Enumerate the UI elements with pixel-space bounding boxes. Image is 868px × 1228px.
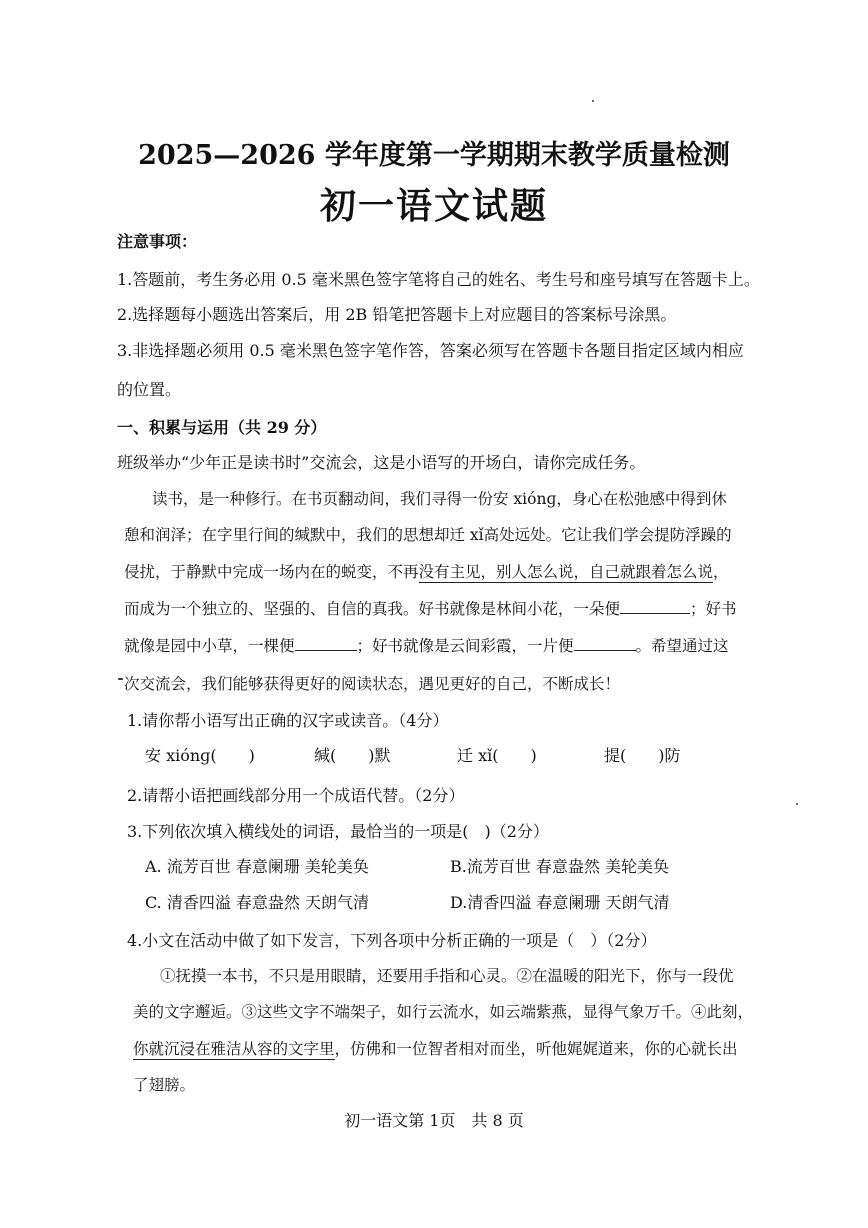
passage-line-5-text-b: ；好书就像是云间彩霞，一片便 xyxy=(356,637,574,655)
scan-speck xyxy=(592,100,594,102)
passage-line-3-text: 侵扰，于静默中完成一场内在的蜕变，不再 xyxy=(124,563,419,581)
question-2: 2.请帮小语把画线部分用一个成语代替。（2分） xyxy=(127,786,465,805)
question-4: 4.小文在活动中做了如下发言，下列各项中分析正确的一项是（ ）（2分） xyxy=(127,931,657,950)
q4-passage-line-3 xyxy=(133,1037,738,1061)
passage-line-4 xyxy=(124,597,737,621)
q4-passage-line-4: 了翅膀。 xyxy=(133,1076,196,1094)
section1-heading: 一、积累与运用（共 29 分） xyxy=(117,418,327,437)
scan-speck xyxy=(796,803,798,805)
passage-line-5-text-a: 就像是园中小草，一棵便 xyxy=(124,637,295,655)
fill-blank-1[interactable] xyxy=(620,597,690,614)
section1-intro: 班级举办“少年正是读书时”交流会，这是小语写的开场白，请你完成任务。 xyxy=(117,453,646,472)
passage-line-1: 读书，是一种修行。在书页翻动间，我们寻得一份安 xiónɡ，身心在松弛感中得到休 xyxy=(152,490,727,508)
passage-line-3 xyxy=(124,560,729,584)
underlined-phrase: 没有主见，别人怎么说，自己就跟着怎么说 xyxy=(418,563,714,581)
notice-item-1: 1.答题前，考生务必用 0.5 毫米黑色签字笔将自己的姓名、考生号和座号填写在答题卡上。 xyxy=(117,270,760,289)
q4-passage-line-2: 美的文字邂逅。③这些文字不端架子，如行云流水，如云端紫燕，显得气象万千。④此刻， xyxy=(133,1003,754,1021)
exam-title: 2025—2026 学年度第一学期期末教学质量检测 xyxy=(138,140,730,171)
q4-passage-line-3-text: ，仿佛和一位智者相对而坐，听他娓娓道来，你的心就长出 xyxy=(334,1040,738,1058)
q1-item-4: 提( )防 xyxy=(604,746,681,765)
passage-line-5-text-c: 。希望通过这 xyxy=(635,637,729,655)
q1-item-3: 迁 xǐ( ) xyxy=(457,746,537,765)
scan-speck xyxy=(118,678,123,680)
passage-line-6: 次交流会，我们能够获得更好的阅读状态，遇见更好的自己，不断成长！ xyxy=(124,675,621,693)
q4-passage-line-1: ①抚摸一本书，不只是用眼睛，还要用手指和心灵。②在温暖的阳光下，你与一段优 xyxy=(160,967,734,985)
q1-item-1: 安 xiónɡ( ) xyxy=(145,746,255,765)
passage-line-5 xyxy=(124,634,729,658)
q1-item-2: 缄( )默 xyxy=(314,746,391,765)
q4-underlined-phrase: 你就沉浸在雅洁从容的文字里 xyxy=(133,1040,335,1058)
q3-option-d[interactable]: D.清香四溢 春意阑珊 天朗气清 xyxy=(450,893,670,912)
subject-title: 初一语文试题 xyxy=(319,185,548,227)
notice-item-2: 2.选择题每小题选出答案后，用 2B 铅笔把答题卡上对应题目的答案标号涂黑。 xyxy=(117,305,677,324)
question-3: 3.下列依次填入横线处的词语，最恰当的一项是( )（2分） xyxy=(127,822,549,841)
passage-line-4-text: 而成为一个独立的、坚强的、自信的真我。好书就像是林间小花，一朵便 xyxy=(124,600,621,618)
fill-blank-3[interactable] xyxy=(574,634,636,651)
notice-item-3-line1: 3.非选择题必须用 0.5 毫米黑色签字笔作答，答案必须写在答题卡各题目指定区域内相应 xyxy=(117,341,744,360)
passage-line-2: 憩和润泽；在字里行间的缄默中，我们的思想却迁 xǐ高处远处。它让我们学会提防浮躁的 xyxy=(124,526,732,544)
passage-line-3-end: ， xyxy=(713,563,729,581)
question-1: 1.请你帮小语写出正确的汉字或读音。（4分） xyxy=(127,711,449,730)
page-footer: 初一语文第 1页 共 8 页 xyxy=(344,1111,524,1130)
q3-option-c[interactable]: C. 清香四溢 春意盎然 天朗气清 xyxy=(145,893,370,912)
q3-option-b[interactable]: B.流芳百世 春意盎然 美轮美奂 xyxy=(450,857,670,876)
passage-line-4-end: ；好书 xyxy=(690,600,737,618)
q3-option-a[interactable]: A. 流芳百世 春意阑珊 美轮美奂 xyxy=(145,857,369,876)
notice-heading: 注意事项： xyxy=(117,232,198,251)
fill-blank-2[interactable] xyxy=(295,634,357,651)
notice-item-3-line2: 的位置。 xyxy=(117,380,182,399)
